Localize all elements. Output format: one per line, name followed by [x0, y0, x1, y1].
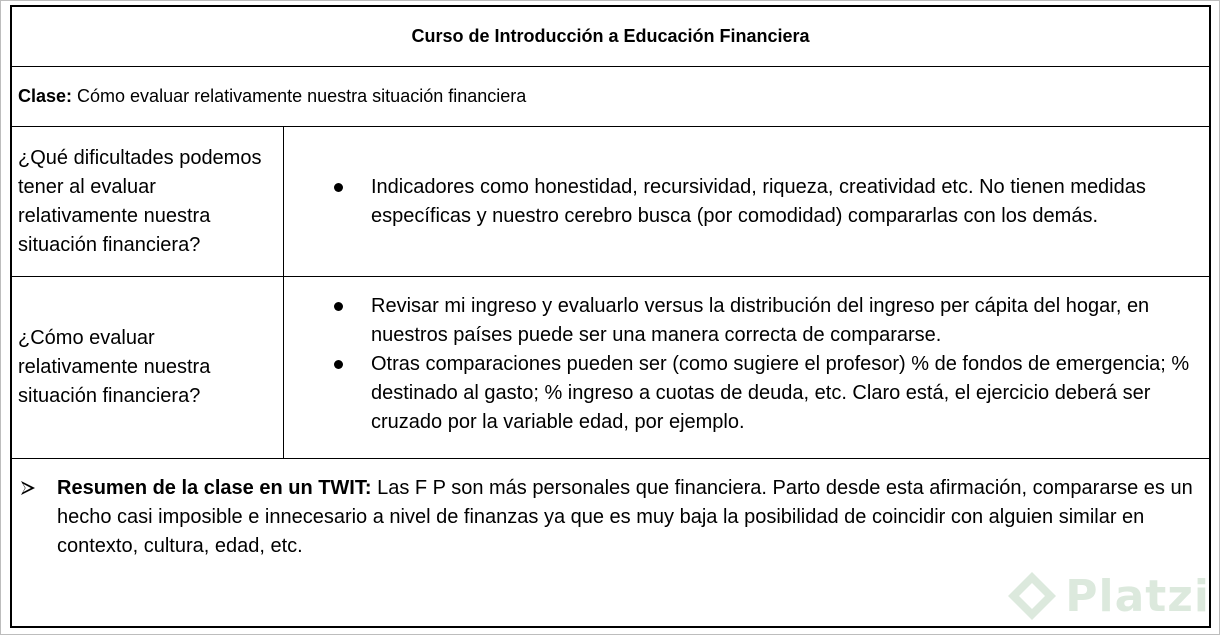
bullet-icon — [334, 302, 343, 311]
question-text: ¿Qué dificultades podemos tener al evaluar relativamente nuestra situación financiera? — [18, 146, 262, 256]
answer-cell — [284, 277, 1209, 458]
bullet-icon — [334, 183, 343, 192]
clase-label: Clase: — [18, 86, 73, 106]
answer-list — [284, 292, 1209, 437]
platzi-logo-icon — [1005, 569, 1059, 623]
answer-text: Otras comparaciones pueden ser (como sugiere el profesor) % de fondos de emergencia; % destinado al gasto; % ingreso a cuotas de deuda, etc. Claro está, el ejercicio deberá ser cruzado por la variable edad, por ejemplo. — [371, 353, 1190, 433]
answer-cell — [284, 127, 1209, 276]
summary-text: Las F P son más personales que financiera. Parto desde esta afirmación, compararse es un hecho casi imposible e innecesario a nivel de finanzas ya que es muy baja la posibilidad de coincidir con alguien similar en contexto, cultura, edad, etc. — [57, 477, 1193, 557]
summary-label: Resumen de la clase en un TWIT: — [57, 477, 372, 499]
clase-value: Cómo evaluar relativamente nuestra situación financiera — [77, 86, 527, 106]
platzi-watermark — [1005, 569, 1210, 623]
question-cell — [12, 127, 284, 276]
answer-list — [284, 173, 1209, 231]
title-row — [12, 7, 1209, 67]
question-row-2 — [12, 277, 1209, 459]
answer-item — [284, 350, 1209, 437]
document-title: Curso de Introducción a Educación Financiera — [411, 26, 810, 46]
answer-item — [284, 292, 1209, 350]
question-row-1 — [12, 127, 1209, 277]
bullet-icon — [334, 360, 343, 369]
question-cell — [12, 277, 284, 458]
answer-text: Indicadores como honestidad, recursividad, riqueza, creatividad etc. No tienen medidas específicas y nuestro cerebro busca (por comodidad) compararlas con los demás. — [371, 175, 1146, 227]
summary-block — [12, 474, 1209, 561]
question-text: ¿Cómo evaluar relativamente nuestra situación financiera? — [18, 327, 211, 407]
arrow-bullet-icon — [20, 480, 36, 496]
clase-row — [12, 67, 1209, 127]
document-table — [10, 5, 1211, 628]
answer-item — [284, 173, 1209, 231]
watermark-text: Platzi — [1065, 570, 1210, 622]
answer-text: Revisar mi ingreso y evaluarlo versus la distribución del ingreso per cápita del hogar, en nuestros países puede ser una manera correcta de compararse. — [371, 295, 1150, 346]
